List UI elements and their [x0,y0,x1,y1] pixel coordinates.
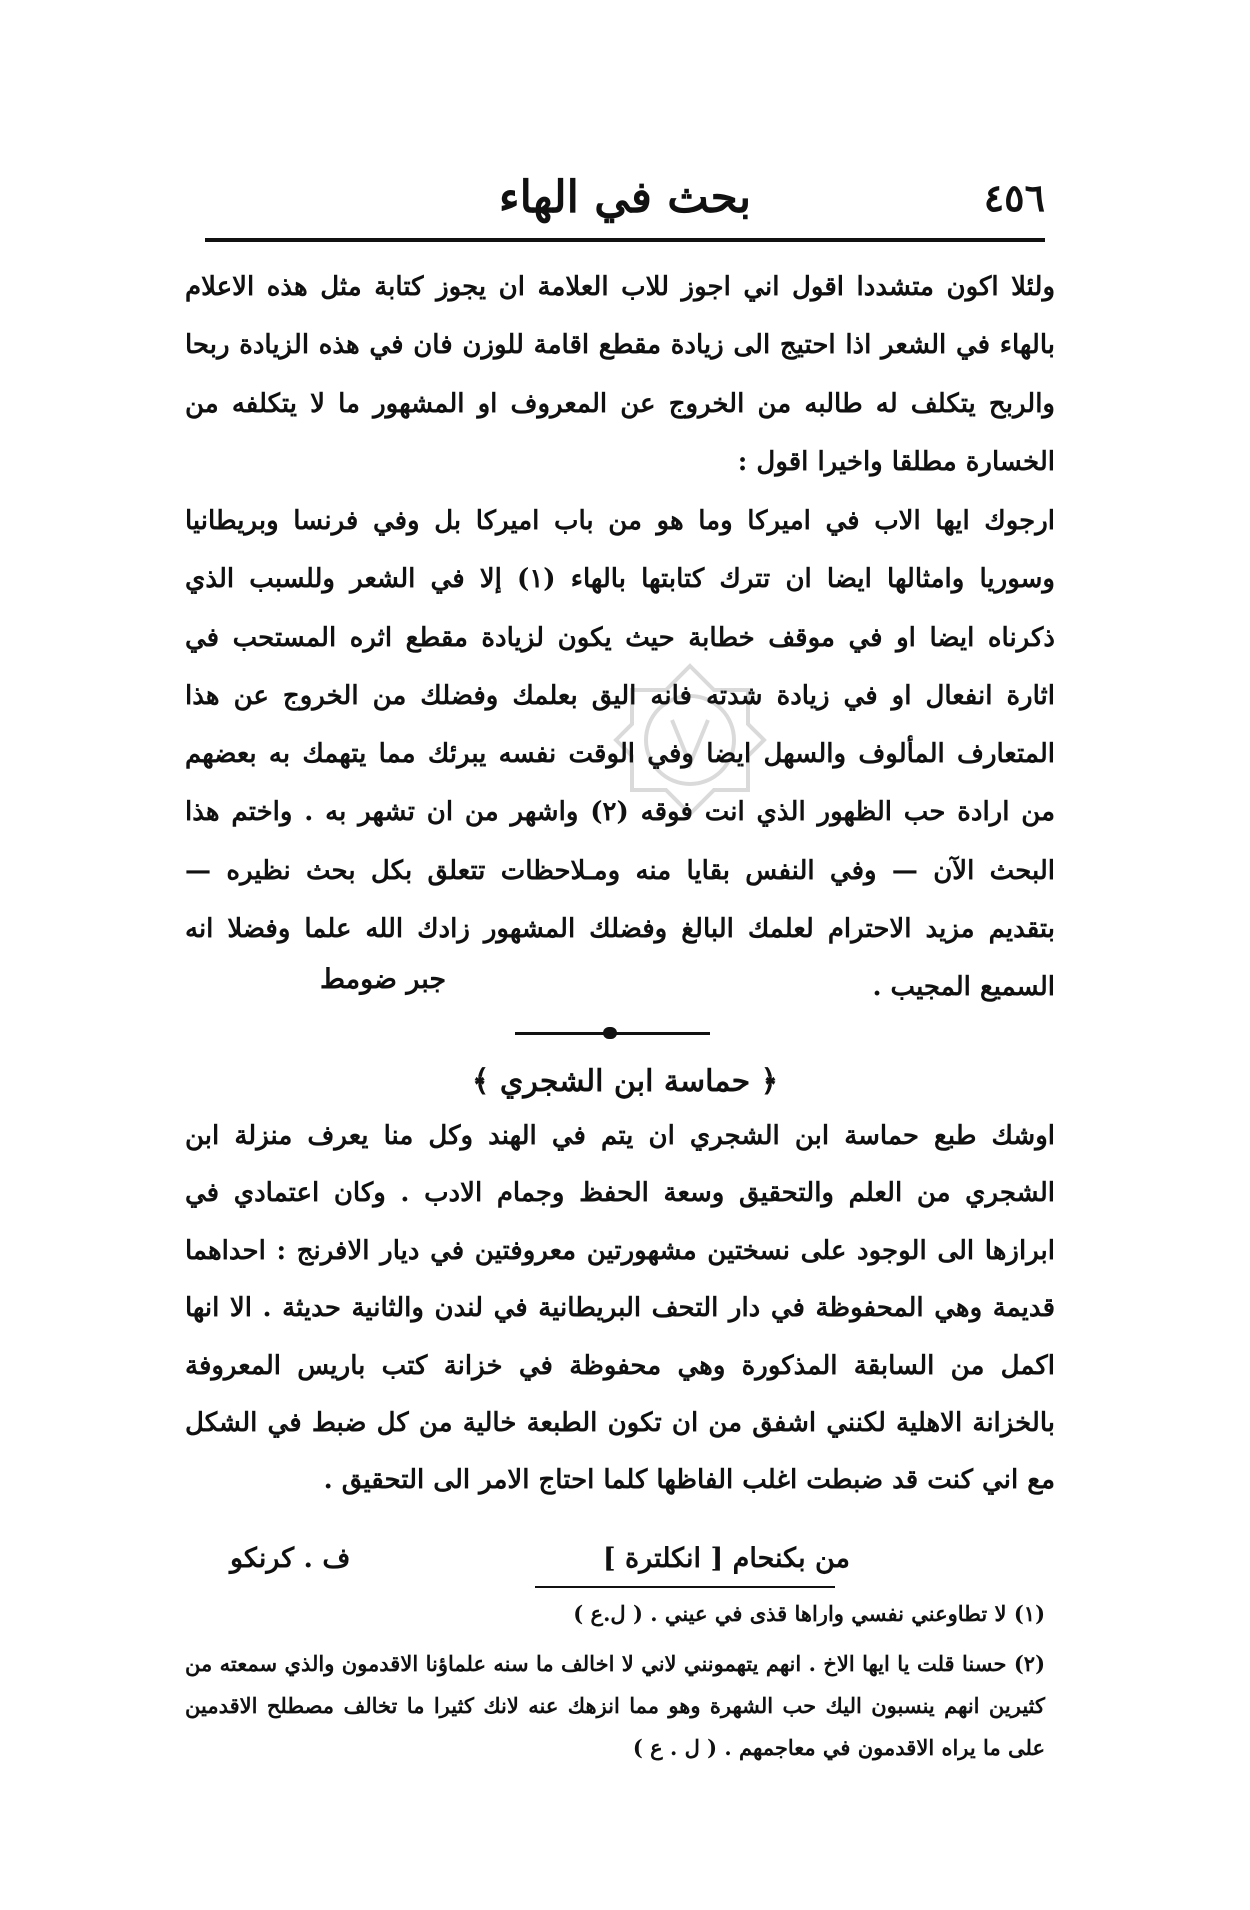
header-rule [205,238,1045,242]
signature-location: من بكنحام [ انكلترة ] [602,1543,850,1574]
signature-author-2: ف . كرنكو [230,1543,351,1574]
running-title: بحث في الهاء [498,172,752,223]
body-paragraph-2: ارجوك ايها الاب في اميركا وما هو من باب اميركا بل وفي فرنسا وبريطانيا وسوريا وامثالها ايضا ان تترك كتابتها بالهاء (١) إلا في الشعر وللسبب الذي ذكرناه ايضا او في موقف خطابة حيث يكون لزيادة مقطع اثره المستحب في اثارة انفعال او في زيادة شدته فانه اليق بعلمك وفضلك من الخروج عن هذا المتعارف المألوف والسهل ايضا وفي الوقت نفسه يبرئك مما يتهمك به بعضهم من ارادة حب الظهور الذي انت فوقه (٢) واشهر من ان تشهر به . واختم هذا البحث الآن — وفي النفس بقايا منه ومـلاحظات تتعلق بكل بحث نظيره — بتقديم مزيد الاحترام لعلمك البالغ وفضلك المشهور زادك الله علما وفضلا انه السميع المجيب . [185,506,1056,1003]
page-header [205,168,1045,238]
footnote-rule [535,1586,835,1588]
section-divider-ornament [603,1027,617,1039]
footnote-1: (١) لا تطاوعني نفسي واراها قذى في عيني . ( ل.ع ) [573,1601,1045,1626]
body-paragraph-3: اوشك طبع حماسة ابن الشجري ان يتم في الهند وكل منا يعرف منزلة ابن الشجري من العلم والتحقيق وسعة الحفظ وجمام الادب . وكان اعتمادي في ابرازها الى الوجود على نسختين مشهورتين معروفتين في ديار الافرنج : احداهما قديمة وهي المحفوظة في دار التحف البريطانية في لندن والثانية حديثة . الا انها اكمل من السابقة المذكورة وهي محفوظة في خزانة كتب باريس المعروفة بالخزانة الاهلية لكنني اشفق من ان تكون الطبعة خالية من كل ضبط في الشكل مع اني كنت قد ضبطت اغلب الفاظها كلما احتاج الامر الى التحقيق . [185,1121,1055,1496]
page-number: ٤٥٦ [983,175,1045,220]
footnote-2: (٢) حسنا قلت يا ايها الاخ . انهم يتهمونني لاني لا اخالف ما سنه علماؤنا الاقدمون والذي سمعته من كثيرين انهم ينسبون اليك حب الشهرة وهو مما انزهك عنه لانك كثيرا ما تخالف مصطلح الاقدمين على ما يراه الاقدمون في معاجمهم . ( ل . ع ) [185,1651,1045,1760]
signature-author-1: جبر ضومط [320,964,447,995]
section-heading: ﴿ حماسة ابن الشجري ﴾ [471,1064,779,1099]
body-paragraph-1: ولئلا اكون متشددا اقول اني اجوز للاب العلامة ان يجوز كتابة مثل هذه الاعلام بالهاء في الشعر اذا احتيج الى زيادة مقطع اقامة للوزن فان في هذه الزيادة ربحا والربح يتكلف له طالبه من الخروج عن المعروف او المشهور ما لا يتكلفه من الخسارة مطلقا واخيرا اقول : [185,272,1056,477]
signature-block-2 [230,1537,850,1581]
